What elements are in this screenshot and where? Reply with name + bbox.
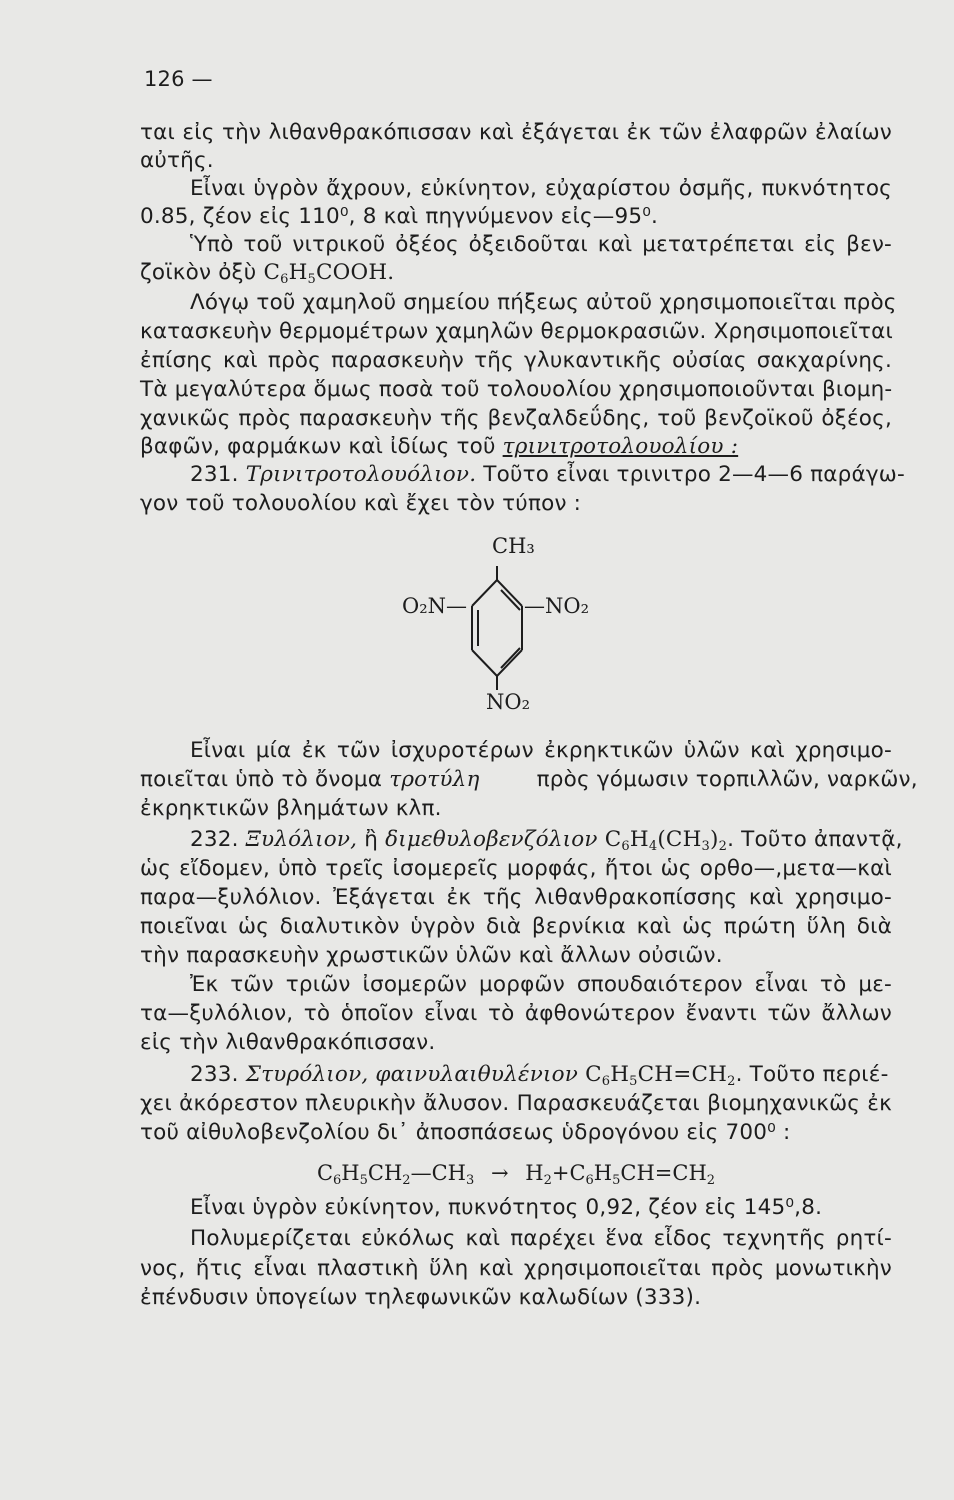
page-number: 126 — xyxy=(144,67,213,91)
emphasis: τρινιτροτολουολίου : xyxy=(502,434,739,459)
section-233-heading xyxy=(190,1061,892,1088)
section-title: Ξυλόλιον, xyxy=(245,827,358,852)
text-line: αὐτῆς. xyxy=(140,148,214,173)
reactant: $C_6H_5CH_2—CH_3$ xyxy=(316,1161,475,1188)
text-line: παρα—ξυλόλιον. Ἐξάγεται ἐκ τῆς λιθανθρακοπίσσης καὶ χρησιμο- xyxy=(140,885,892,910)
section-232-heading xyxy=(190,826,903,854)
text-fragment: ποιεῖται ὑπὸ τὸ ὄνομα xyxy=(140,767,383,792)
text-line xyxy=(140,259,892,286)
text-fragment: βαφῶν, φαρμάκων καὶ ἰδίως τοῦ xyxy=(140,434,496,459)
section-231-heading xyxy=(190,461,905,488)
text-line: Πολυμερίζεται εὐκόλως καὶ παρέχει ἕνα εἶδος τεχνητῆς ρητί- xyxy=(190,1226,892,1251)
emphasis: τροτύλη xyxy=(389,767,480,792)
section-number: 233. xyxy=(190,1062,239,1087)
text-line: χει ἀκόρεστον πλευρικὴν ἄλυσον. Παρασκευάζεται βιομηχανικῶς ἐκ xyxy=(140,1091,892,1116)
text-line: ποιεῖναι ὡς διαλυτικὸν ὑγρὸν διὰ βερνίκια καὶ ὡς πρώτη ὕλη διὰ xyxy=(140,914,892,939)
text-line: Ἐκ τῶν τριῶν ἰσομερῶν μορφῶν σπουδαιότερον εἶναι τὸ με- xyxy=(190,972,892,997)
text-line: κατασκευὴν θερμομέτρων χαμηλῶν θερμοκρασιῶν. Χρησιμοποιεῖται xyxy=(140,319,893,344)
text-line: γον τοῦ τολουολίου καὶ ἔχει τὸν τύπον : xyxy=(140,491,582,516)
dehydrogenation-equation xyxy=(140,1160,892,1187)
text-fragment: ζοϊκὸν ὀξὺ xyxy=(140,260,257,285)
text-line: τοῦ αἰθυλοβενζολίου δι᾽ ἀποσπάσεως ὑδρογόνου εἰς 700⁰ : xyxy=(140,1120,791,1145)
text-fragment: πρὸς γόμωσιν τορπιλλῶν, ναρκῶν, xyxy=(536,767,918,792)
text-line: ται εἰς τὴν λιθανθρακόπισσαν καὶ ἐξάγεται ἐκ τῶν ἐλαφρῶν ἐλαίων xyxy=(140,120,892,145)
no2-bottom-group: NO₂ xyxy=(486,690,531,714)
styrene-formula: $C_6H_5CH=CH_2$ xyxy=(585,1062,736,1089)
text-fragment: Τοῦτο εἶναι τρινιτρο 2—4—6 παράγω- xyxy=(483,462,905,487)
text-line: ἐπίσης καὶ πρὸς παρασκευὴν τῆς γλυκαντικῆς οὐσίας σακχαρίνης. xyxy=(140,348,892,373)
text-line: ὡς εἴδομεν, ὑπὸ τρεῖς ἰσομερεῖς μορφάς, ἤτοι ὡς ορθο—,μετα—καὶ xyxy=(140,856,892,881)
text-line: Ὑπὸ τοῦ νιτρικοῦ ὀξέος ὀξειδοῦται καὶ μετατρέπεται εἰς βεν- xyxy=(190,232,892,257)
section-title: Τρινιτροτολουόλιον. xyxy=(245,462,477,487)
text-line xyxy=(140,766,918,793)
text-line: νος, ἥτις εἶναι πλαστικὴ ὕλη καὶ χρησιμοποιεῖται πρὸς μονωτικὴν xyxy=(140,1256,892,1281)
text-line: Λόγῳ τοῦ χαμηλοῦ σημείου πήξεως αὐτοῦ χρησιμοποιεῖται πρὸς xyxy=(190,290,897,315)
text-line: Εἶναι μία ἐκ τῶν ἰσχυροτέρων ἐκρηκτικῶν ὑλῶν καὶ χρησιμο- xyxy=(190,738,892,763)
text-line xyxy=(140,433,892,460)
text-line: εἰς τὴν λιθανθρακόπισσαν. xyxy=(140,1030,436,1055)
text-line: τα—ξυλόλιον, τὸ ὁποῖον εἶναι τὸ ἀφθονώτερον ἔναντι τῶν ἄλλων xyxy=(140,1001,892,1026)
no2-right-group: —NO₂ xyxy=(524,594,590,618)
text-fragment: ἢ xyxy=(364,827,379,852)
text-line: Εἶναι ὑγρὸν ἄχρουν, εὐκίνητον, εὐχαρίστου ὀσμῆς, πυκνότητος xyxy=(190,176,892,201)
reaction-arrow: → xyxy=(490,1161,509,1185)
text-line: 0.85, ζέον εἰς 110⁰, 8 καὶ πηγνύμενον εἰς—95⁰. xyxy=(140,204,659,229)
section-number: 231. xyxy=(190,462,239,487)
benzoic-acid-formula: $C_6H_5COOH$. xyxy=(263,260,395,287)
text-fragment: . Τοῦτο ἀπαντᾷ, xyxy=(727,827,903,852)
text-line: Εἶναι ὑγρὸν εὐκίνητον, πυκνότητος 0,92, ζέον εἰς 145⁰,8. xyxy=(190,1195,823,1220)
no2-left-group: O₂N— xyxy=(402,594,468,618)
products: $H_2+C_6H_5CH=CH_2$ xyxy=(525,1161,716,1188)
ch3-group: CH₃ xyxy=(492,534,535,558)
tnt-structure-diagram xyxy=(400,528,600,728)
section-subtitle: διμεθυλοβενζόλιον xyxy=(385,827,598,852)
section-number: 232. xyxy=(190,827,239,852)
xylene-formula: $C_6H_4(CH_3)_2$ xyxy=(604,827,728,854)
text-line: τὴν παρασκευὴν χρωστικῶν ὑλῶν καὶ ἄλλων οὐσιῶν. xyxy=(140,943,723,968)
text-fragment: . Τοῦτο περιέ- xyxy=(735,1062,889,1087)
section-title: Στυρόλιον, φαινυλαιθυλένιον xyxy=(245,1062,579,1087)
text-line: ἐκρηκτικῶν βλημάτων κλπ. xyxy=(140,796,442,821)
text-line: Τὰ μεγαλύτερα ὅμως ποσὰ τοῦ τολουολίου χρησιμοποιοῦνται βιομη- xyxy=(140,377,893,402)
text-line: ἐπένδυσιν ὑπογείων τηλεφωνικῶν καλωδίων (333). xyxy=(140,1285,702,1310)
text-line: χανικῶς πρὸς παρασκευὴν τῆς βενζαλδεΰδης, τοῦ βενζοϊκοῦ ὀξέος, xyxy=(140,406,892,431)
